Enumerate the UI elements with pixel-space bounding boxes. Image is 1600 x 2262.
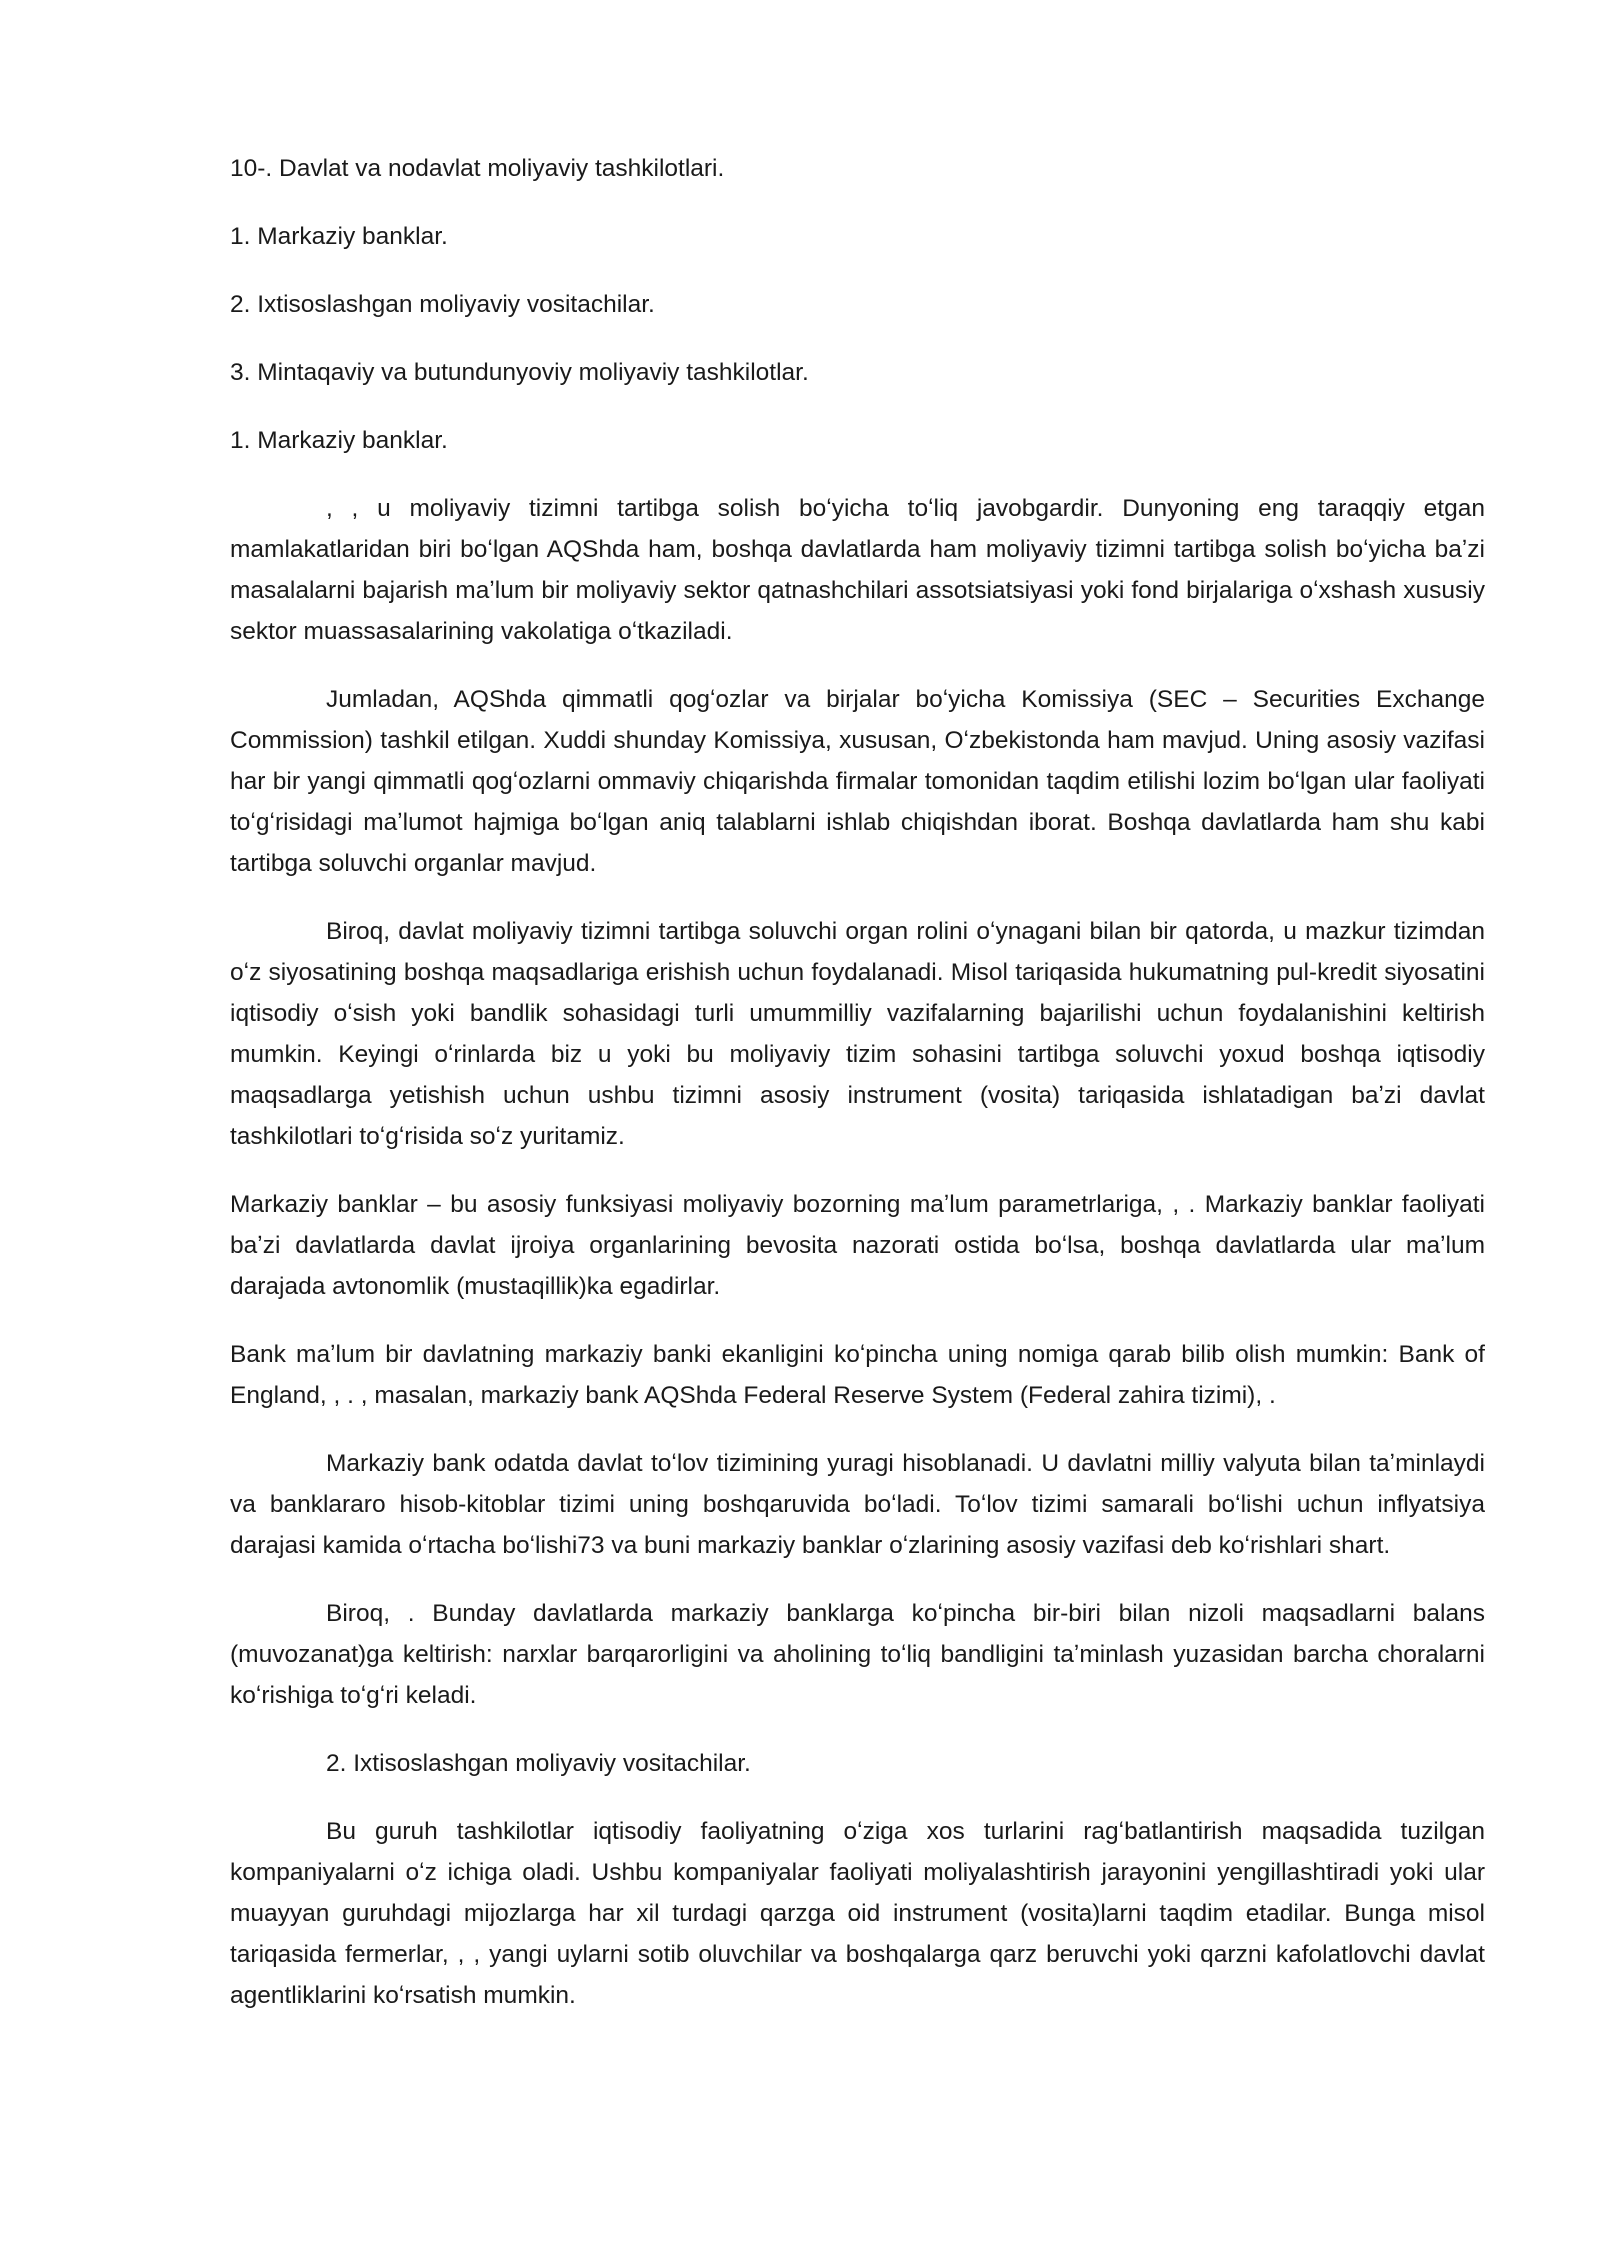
outline-item-1: 1. Markaziy banklar. [230, 223, 448, 250]
section-2-title: 2. Ixtisoslashgan moliyaviy vositachilar. [326, 1750, 751, 1777]
outline-item-2: 2. Ixtisoslashgan moliyaviy vositachilar. [230, 291, 655, 318]
document-body [230, 148, 1485, 2043]
paragraph-6: Markaziy bank odatda davlat toʻlov tizimining yuragi hisoblanadi. U davlatni milliy valyuta bilan taʼminlaydi va banklararo hisob-kitoblar tizimi uning boshqaruvida boʻladi. Toʻlov tizimi samarali boʻlishi uchun inflyatsiya darajasi kamida oʻrtacha boʻlishi73 va buni markaziy banklar oʻzlarining asosiy vazifasi deb koʻrishlari shart. [230, 1450, 1485, 1559]
paragraph-4: Markaziy banklar – bu asosiy funksiyasi moliyaviy bozorning maʼlum parametrlariga, , . Markaziy banklar faoliyati baʼzi davlatlarda davlat ijroiya organlarining bevosita nazorati ostida boʻlsa, boshqa davlatlarda ular maʼlum darajada avtonomlik (mustaqillik)ka egadirlar. [230, 1191, 1485, 1300]
document-heading: 10-. Davlat va nodavlat moliyaviy tashkilotlari. [230, 155, 725, 182]
paragraph-5: Bank maʼlum bir davlatning markaziy banki ekanligini koʻpincha uning nomiga qarab bilib olish mumkin: Bank of England, , . , masalan, markaziy bank AQShda Federal Reserve System (Federal zahira tizimi), . [230, 1341, 1485, 1409]
section-2-paragraph: Bu guruh tashkilotlar iqtisodiy faoliyatning oʻziga xos turlarini ragʻbatlantirish maqsadida tuzilgan kompaniyalarni oʻz ichiga oladi. Ushbu kompaniyalar faoliyati moliyalashtirish jarayonini yengillashtiradi yoki ular muayyan guruhdagi mijozlarga har xil turdagi qarzga oid instrument (vosita)larni taqdim etadilar. Bunga misol tariqasida fermerlar, , , yangi uylarni sotib oluvchilar va boshqalarga qarz beruvchi yoki qarzni kafolatlovchi davlat agentliklarini koʻrsatish mumkin. [230, 1818, 1485, 2009]
paragraph-2: Jumladan, AQShda qimmatli qogʻozlar va birjalar boʻyicha Komissiya (SEC – Securities Exchange Commission) tashkil etilgan. Xuddi shunday Komissiya, xususan, Oʻzbekistonda ham mavjud. Uning asosiy vazifasi har bir yangi qimmatli qogʻozlarni ommaviy chiqarishda firmalar tomonidan taqdim etilishi lozim boʻlgan ular faoliyati toʻgʻrisidagi maʼlumot hajmiga boʻlgan aniq talablarni ishlab chiqishdan iborat. Boshqa davlatlarda ham shu kabi tartibga soluvchi organlar mavjud. [230, 686, 1485, 877]
paragraph-1: , , u moliyaviy tizimni tartibga solish boʻyicha toʻliq javobgardir. Dunyoning eng taraqqiy etgan mamlakatlaridan biri boʻlgan AQShda ham, boshqa davlatlarda ham moliyaviy tizimni tartibga solish boʻyicha baʼzi masalalarni bajarish maʼlum bir moliyaviy sektor qatnashchilari assotsiatsiyasi yoki fond birjalariga oʻxshash xususiy sektor muassasalarining vakolatiga oʻtkaziladi. [230, 495, 1485, 645]
outline-item-3: 3. Mintaqaviy va butundunyoviy moliyaviy tashkilotlar. [230, 359, 809, 386]
paragraph-7: Biroq, . Bunday davlatlarda markaziy banklarga koʻpincha bir-biri bilan nizoli maqsadlarni balans (muvozanat)ga keltirish: narxlar barqarorligini va aholining toʻliq bandligini taʼminlash yuzasidan barcha choralarni koʻrishiga toʻgʻri keladi. [230, 1600, 1485, 1709]
section-1-title: 1. Markaziy banklar. [230, 427, 448, 454]
paragraph-3: Biroq, davlat moliyaviy tizimni tartibga soluvchi organ rolini oʻynagani bilan bir qatorda, u mazkur tizimdan oʻz siyosatining boshqa maqsadlariga erishish uchun foydalanadi. Misol tariqasida hukumatning pul-kredit siyosatini iqtisodiy oʻsish yoki bandlik sohasidagi turli umummilliy vazifalarning bajarilishi uchun foydalanishini keltirish mumkin. Keyingi oʻrinlarda biz u yoki bu moliyaviy tizim sohasini tartibga soluvchi yoxud boshqa iqtisodiy maqsadlarga yetishish uchun ushbu tizimni asosiy instrument (vosita) tariqasida ishlatadigan baʼzi davlat tashkilotlari toʻgʻrisida soʻz yuritamiz. [230, 918, 1485, 1150]
